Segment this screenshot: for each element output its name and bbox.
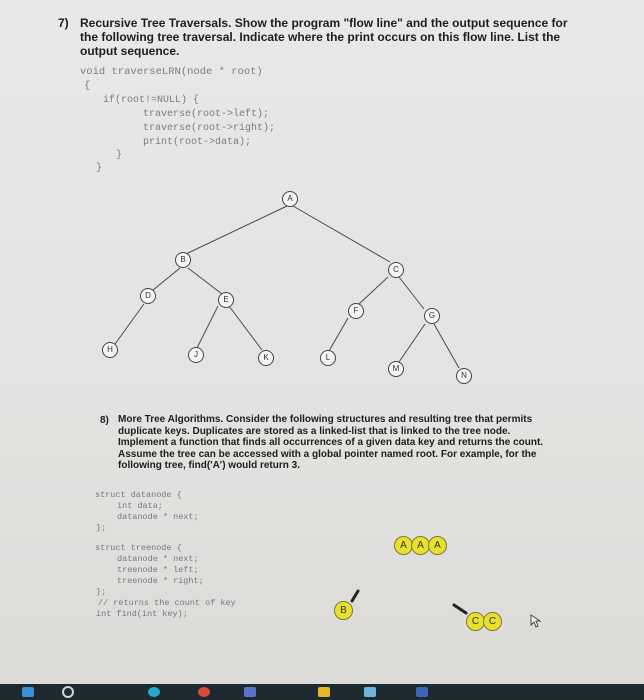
q8-code-line-2: int data;	[117, 501, 163, 511]
tree-node-f: F	[348, 303, 364, 319]
q7-code-line-7: }	[116, 150, 123, 161]
q7-number: 7)	[58, 16, 69, 30]
q8-node-c-2: C	[483, 612, 502, 631]
tree-node-e: E	[218, 292, 234, 308]
q8-code-line-10: // returns the count of key	[98, 598, 236, 608]
tree-node-c: C	[388, 262, 404, 278]
q8-code-line-1: struct datanode {	[95, 490, 182, 500]
tree-node-n: N	[456, 368, 472, 384]
q8-code-line-11: int find(int key);	[96, 609, 188, 619]
taskbar	[0, 684, 644, 700]
tree-node-m: M	[388, 361, 404, 377]
tree-node-g: G	[424, 308, 440, 324]
q8-code-line-7: treenode * left;	[117, 565, 199, 575]
q8-text: More Tree Algorithms. Consider the following structures and resulting tree that permits duplicate keys. Duplicates are stored as a linked-list that is linked to the tree node. Implement a function that finds all occurrences of a given data key and returns the count. Assume the tree can be accessed with a global pointer named root. For example, for the following tree, find('A') would return 3.	[118, 414, 544, 471]
tree-node-j: J	[188, 347, 204, 363]
tree-node-l: L	[320, 350, 336, 366]
q8-code-line-3: datanode * next;	[117, 512, 199, 522]
q8-code-line-8: treenode * right;	[117, 576, 204, 586]
tree-node-d: D	[140, 288, 156, 304]
tree-node-b: B	[175, 252, 191, 268]
q8-node-c-1: C	[466, 612, 485, 631]
q7-code-line-6: print(root->data);	[143, 137, 252, 148]
q8-node-b: B	[334, 601, 353, 620]
mail-icon[interactable]	[364, 687, 376, 697]
mouse-cursor-icon	[530, 614, 542, 628]
q8-code-line-5: struct treenode {	[95, 543, 182, 553]
q7-code-line-5: traverse(root->right);	[143, 123, 276, 134]
q8-code-line-9: };	[96, 587, 107, 597]
q7-code-line-8: }	[96, 163, 103, 174]
word-icon[interactable]	[416, 687, 428, 697]
tree-node-k: K	[258, 350, 274, 366]
q8-node-a-2: A	[411, 536, 430, 555]
q8-code-line-4: };	[96, 523, 107, 533]
q7-code-line-4: traverse(root->left);	[143, 109, 270, 120]
search-icon[interactable]	[62, 686, 74, 698]
q7-code-line-1: void traverseLRN(node * root)	[80, 66, 263, 78]
q8-node-a-3: A	[428, 536, 447, 555]
q7-code-line-3: if(root!=NULL) {	[103, 95, 200, 106]
windows-start-icon[interactable]	[22, 687, 34, 697]
q7-text: Recursive Tree Traversals. Show the program "flow line" and the output sequence for the following tree traversal. Indicate where the print occurs on this flow line. List the output sequence.	[80, 16, 568, 58]
q7-code-line-2: {	[84, 80, 91, 92]
edge-icon[interactable]	[148, 687, 160, 697]
chrome-icon[interactable]	[198, 687, 210, 697]
tree-node-a: A	[282, 191, 298, 207]
q8-number: 8)	[100, 415, 109, 426]
tree-node-h: H	[102, 342, 118, 358]
store-icon[interactable]	[318, 687, 330, 697]
q8-node-a-1: A	[394, 536, 413, 555]
q8-code-line-6: datanode * next;	[117, 554, 199, 564]
app-icon[interactable]	[244, 687, 256, 697]
